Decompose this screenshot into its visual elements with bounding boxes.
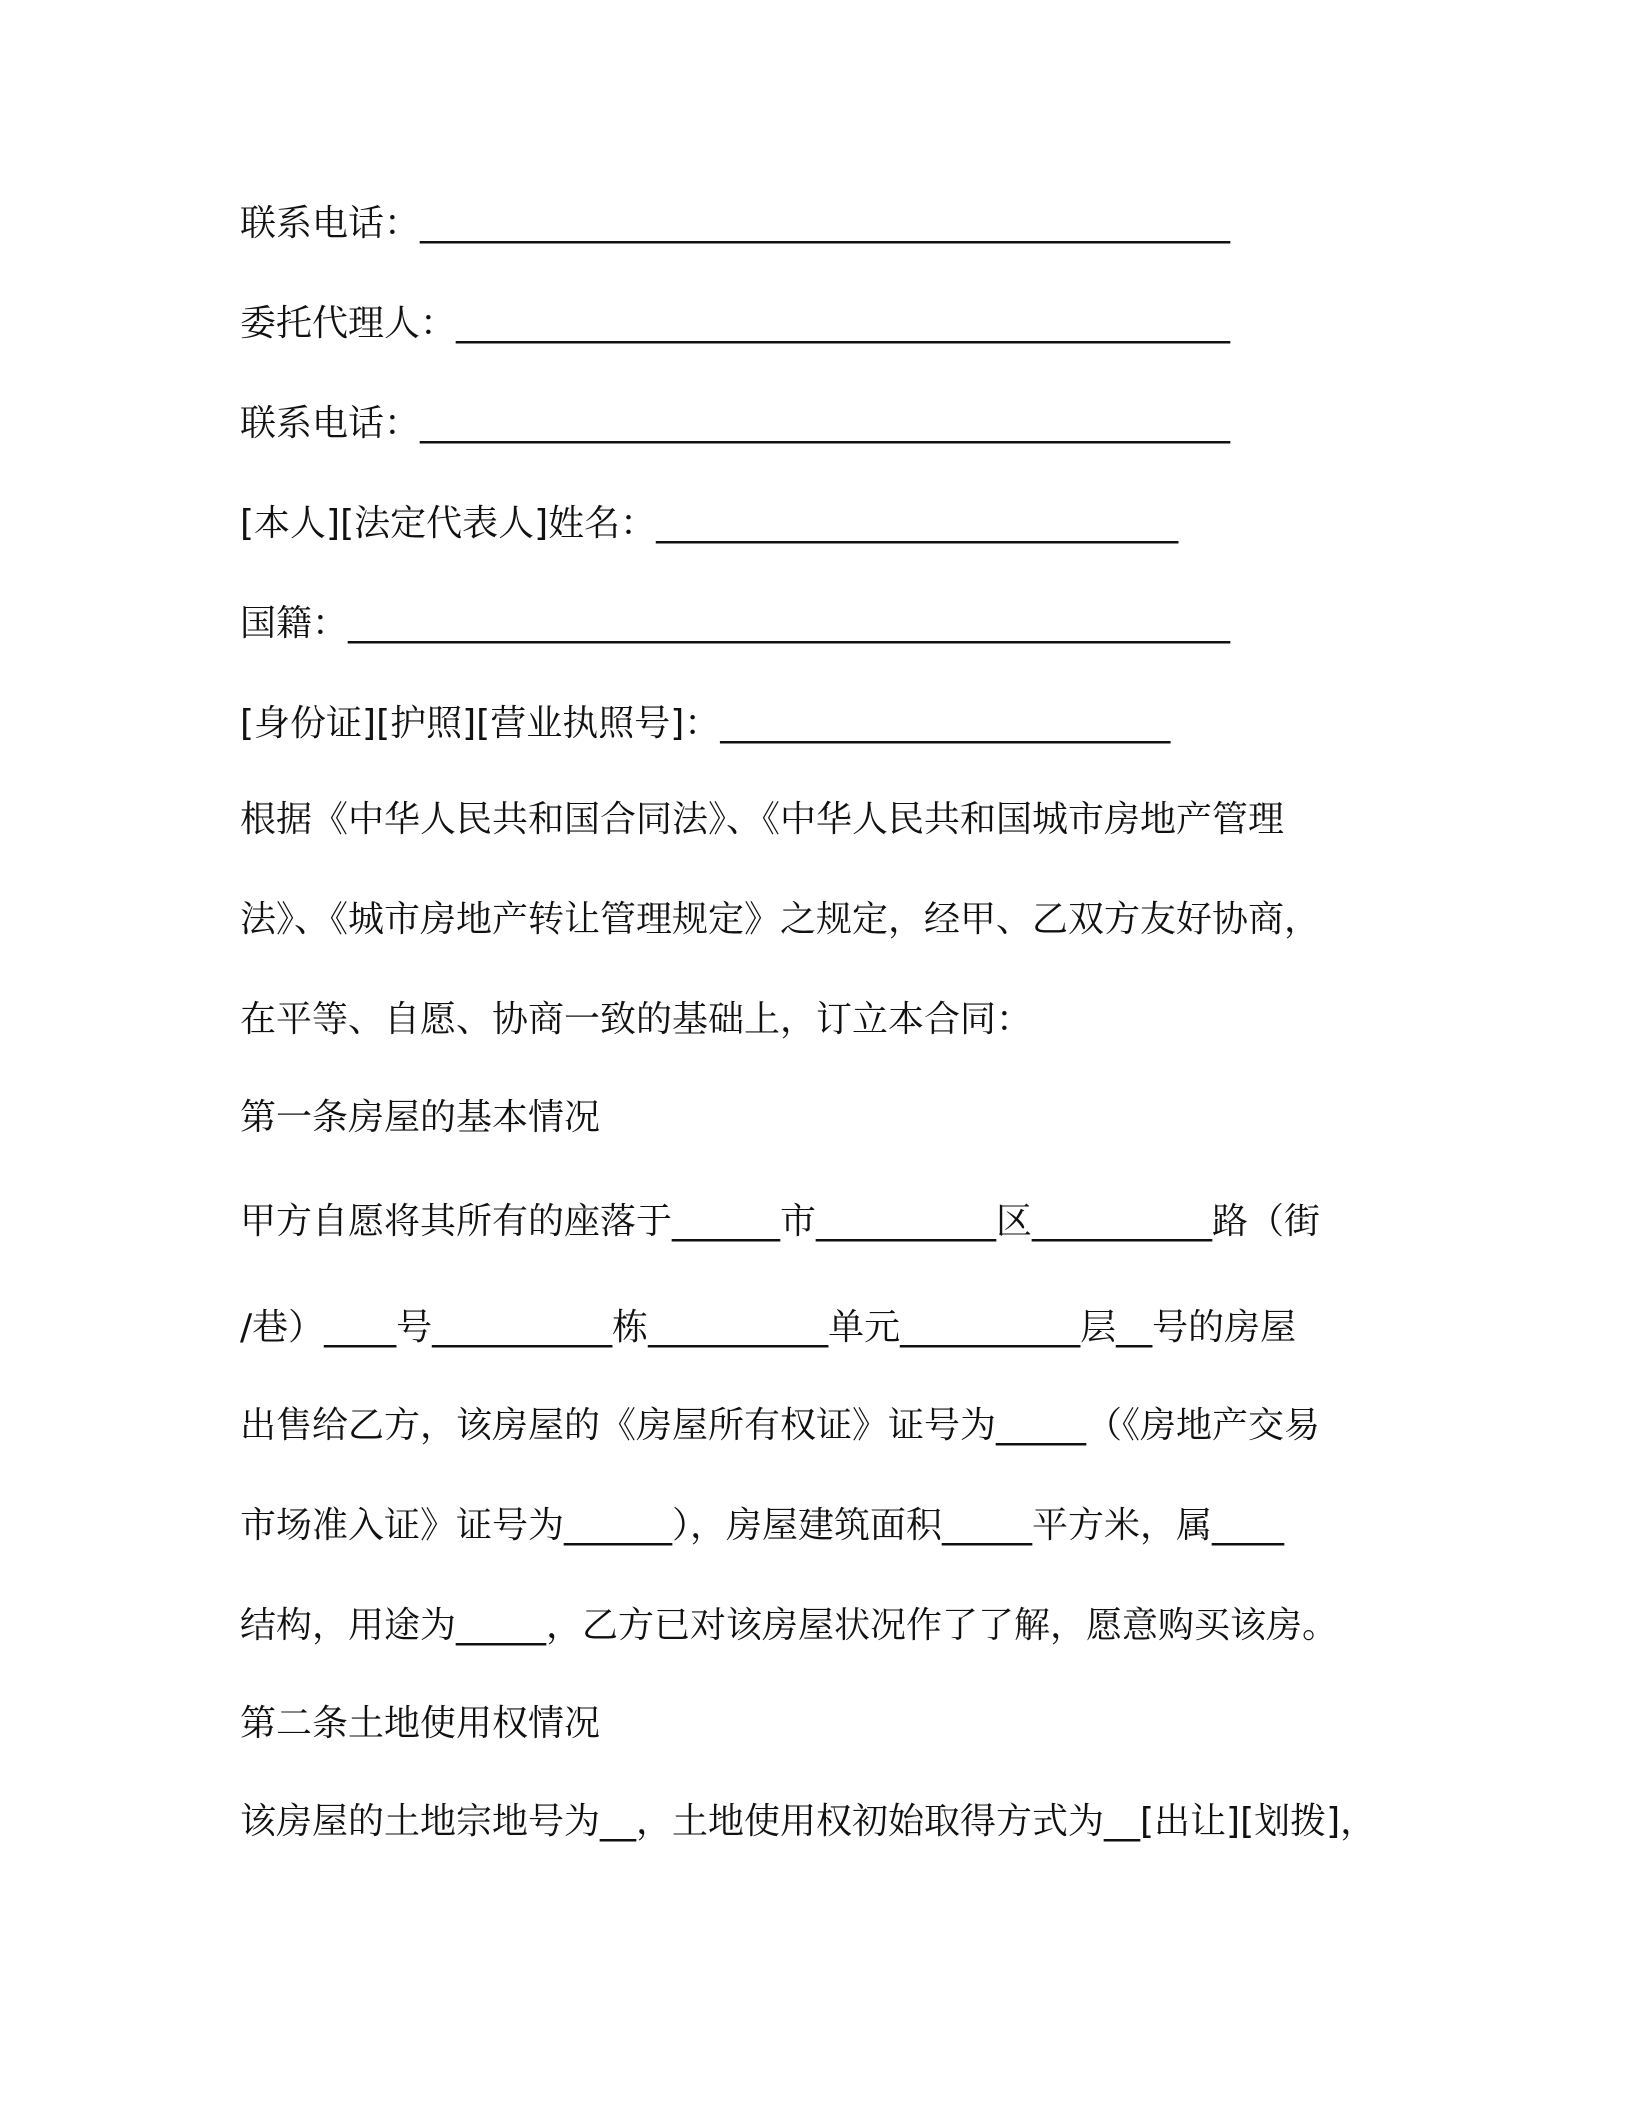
contact-phone-line: 联系电话：_____________________________________________: [240, 203, 1231, 244]
nationality-line: 国籍：_________________________________________________: [240, 603, 1231, 644]
article-1-line-2: /巷）____号__________栋__________单元__________层__号的房屋: [240, 1307, 1297, 1348]
article-1-line-5: 结构，用途为_____，乙方已对该房屋状况作了了解，愿意购买该房。: [240, 1605, 1339, 1646]
article-1-line-4: 市场准入证》证号为______），房屋建筑面积_____平方米，属____: [240, 1505, 1285, 1546]
agent-line: 委托代理人：___________________________________________: [240, 303, 1231, 344]
id-number-line: [身份证][护照][营业执照号]：_________________________: [240, 703, 1171, 744]
article-1-line-1: 甲方自愿将其所有的座落于______市__________区__________路（街: [240, 1201, 1321, 1242]
article-1-line-3: 出售给乙方，该房屋的《房屋所有权证》证号为_____（《房地产交易: [240, 1405, 1321, 1446]
article-1-heading: 第一条房屋的基本情况: [240, 1097, 601, 1138]
contact-phone-line-2: 联系电话：_____________________________________________: [240, 403, 1231, 444]
preamble-line-1: 根据《中华人民共和国合同法》、《中华人民共和国城市房地产管理: [240, 799, 1285, 840]
representative-name-line: [本人][法定代表人]姓名：_____________________________: [240, 503, 1179, 544]
article-2-heading: 第二条土地使用权情况: [240, 1703, 601, 1744]
preamble-line-2: 法》、《城市房地产转让管理规定》之规定，经甲、乙双方友好协商，: [240, 899, 1321, 940]
preamble-line-3: 在平等、自愿、协商一致的基础上，订立本合同：: [240, 999, 1033, 1040]
article-2-line-1: 该房屋的土地宗地号为__，土地使用权初始取得方式为__[出让][划拨]，: [240, 1801, 1377, 1842]
